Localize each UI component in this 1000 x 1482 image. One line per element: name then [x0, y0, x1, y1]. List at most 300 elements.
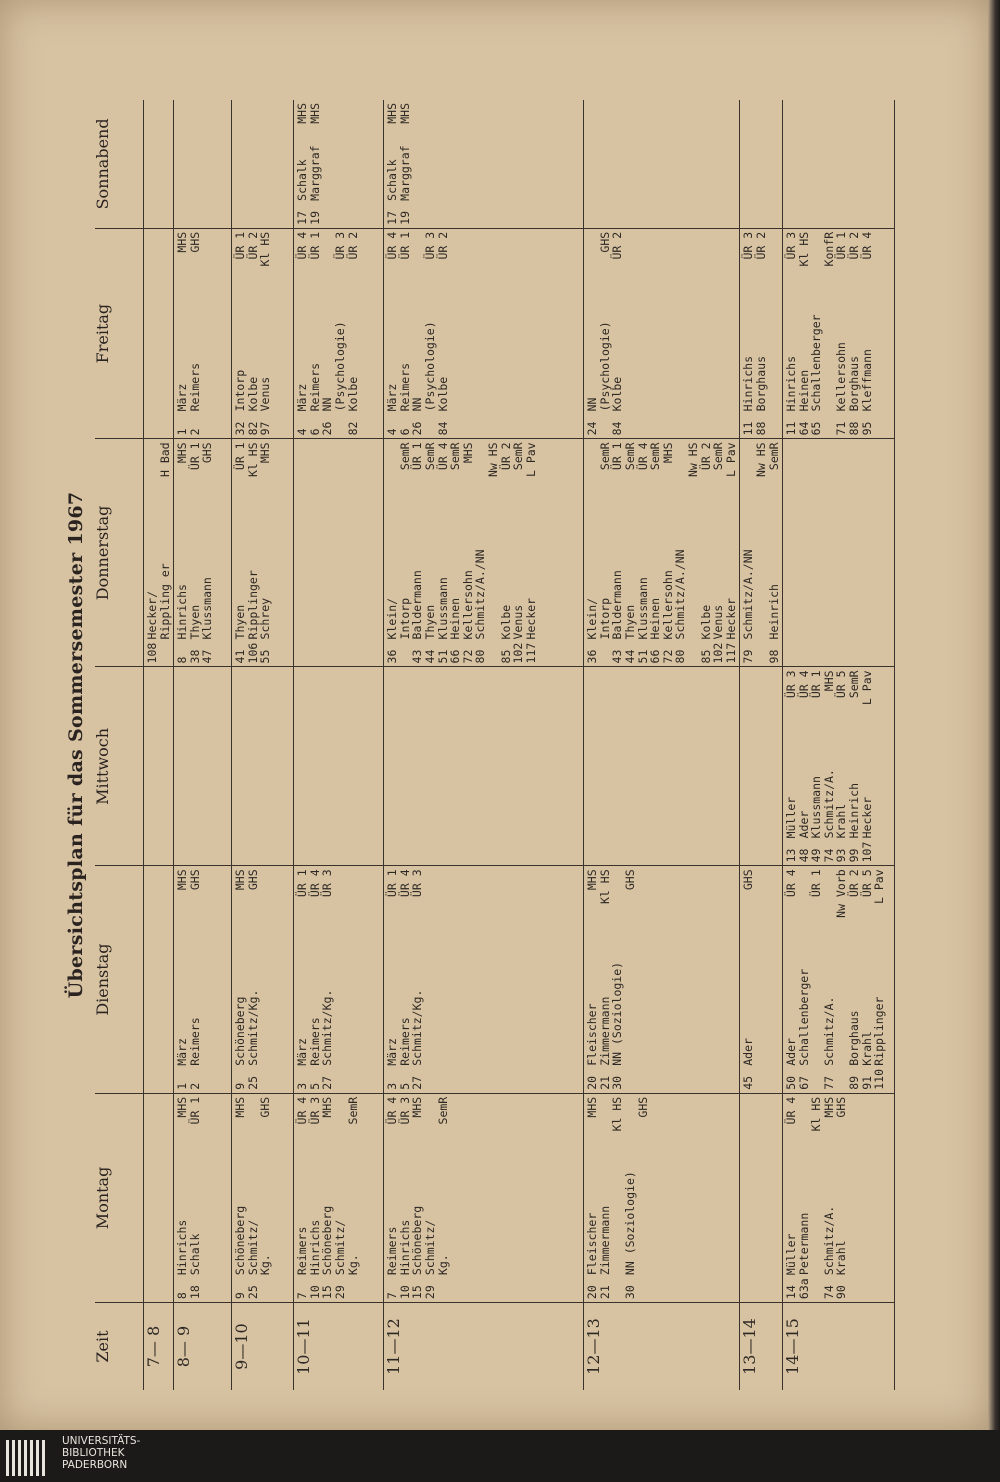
- schedule-cell: [384, 100, 584, 228]
- room-label: Kl HS: [809, 1096, 824, 1132]
- schedule-cell: [783, 667, 895, 866]
- course-number: 6: [307, 428, 322, 436]
- course-number: 98: [766, 649, 781, 664]
- room-label: L Pav: [872, 869, 887, 904]
- course-number: [810, 1275, 823, 1299]
- lecturer-name: März: [385, 1038, 400, 1066]
- course-entry: [176, 1097, 189, 1299]
- course-entry: [386, 232, 399, 436]
- lecturer-name: Schmitz/A./NN: [673, 549, 688, 640]
- course-entry: [785, 1097, 798, 1299]
- course-number: 17: [295, 210, 310, 225]
- schedule-cell: [144, 1093, 174, 1302]
- schedule-cell: [740, 866, 783, 1093]
- lecturer-name: Kg.: [345, 1254, 360, 1276]
- course-entry: [247, 869, 260, 1089]
- course-number: 1: [175, 1082, 190, 1090]
- room-label: Nw HS: [485, 442, 500, 478]
- course-number: 90: [834, 1285, 849, 1300]
- lecturer-name: Schmitz/Kg.: [410, 989, 425, 1066]
- course-number: 89: [847, 1075, 862, 1090]
- room-label: ÜR 1: [233, 442, 248, 471]
- time-row: [783, 100, 895, 1390]
- course-entry: [386, 1097, 399, 1299]
- schedule-cell: [174, 1093, 232, 1302]
- room-label: SemR: [766, 442, 781, 471]
- lecturer-name: Reimers: [397, 1017, 412, 1066]
- lecturer-name: Schmitz/Kg.: [320, 989, 335, 1066]
- schedule-cell: [783, 1093, 895, 1302]
- room-label: ÜR 3: [784, 670, 799, 699]
- course-number: [437, 1275, 450, 1299]
- lecturer-name: Baldermann: [610, 570, 625, 640]
- room-label: MHS: [660, 442, 675, 464]
- lecturer-name: Kolbe: [345, 376, 360, 412]
- lecturer-name: Schmitz/Kg.: [245, 989, 260, 1066]
- column-header: Zeit: [95, 1303, 144, 1390]
- room-label: L Pav: [723, 442, 738, 478]
- lecturer-name: Hinrichs: [397, 1219, 412, 1276]
- room-label: MHS: [175, 1096, 190, 1118]
- lecturer-name: Ripplinger: [245, 570, 260, 640]
- schedule-cell: [740, 667, 783, 866]
- course-number: 41: [233, 649, 248, 664]
- lecturer-name: Hinrichs: [307, 1219, 322, 1276]
- schedule-cell: [144, 866, 174, 1093]
- course-entry: [386, 869, 399, 1089]
- room-label: ÜR 2: [698, 442, 713, 471]
- room-label: ÜR 4: [295, 231, 310, 260]
- course-entry: [586, 442, 599, 663]
- lecturer-name: Schöneberg: [233, 1205, 248, 1276]
- course-number: 7: [385, 1292, 400, 1300]
- course-entry: [424, 442, 437, 663]
- room-label: Kl HS: [245, 442, 260, 478]
- course-number: 45: [741, 1075, 756, 1090]
- room-label: GHS: [622, 869, 637, 891]
- column-header: Dienstag: [95, 866, 144, 1093]
- lecturer-name: Fleischer: [585, 1212, 600, 1276]
- room-label: ÜR 1: [834, 231, 849, 260]
- room-label: ÜR 4: [784, 869, 799, 898]
- lecturer-name: Rippling er: [157, 563, 172, 640]
- lecturer-name: Ader: [741, 1038, 756, 1066]
- course-number: 30: [610, 1075, 625, 1090]
- room-label: ÜR 4: [295, 1096, 310, 1125]
- course-number: 26: [410, 421, 425, 436]
- room-label: ÜR 3: [320, 869, 335, 898]
- lecturer-name: (Psychologie): [332, 321, 347, 412]
- room-label: Kl HS: [258, 231, 273, 267]
- course-entry: [234, 1097, 247, 1299]
- lecturer-name: NN: [410, 397, 425, 412]
- schedule-cell: [144, 100, 174, 228]
- course-number: [624, 1066, 637, 1090]
- course-entry: [234, 232, 247, 436]
- lecturer-name: Hinrichs: [784, 356, 799, 412]
- course-number: 102: [511, 642, 526, 664]
- room-label: SemR: [711, 442, 726, 471]
- lecturer-name: Reimers: [397, 362, 412, 412]
- lecturer-name: (Psychologie): [597, 321, 612, 412]
- course-entry: [810, 232, 823, 436]
- lecturer-name: Kleffmann: [859, 349, 874, 412]
- time-row: [232, 100, 294, 1390]
- course-number: 108: [145, 642, 159, 664]
- lecturer-name: Venus: [258, 376, 273, 412]
- course-number: 84: [435, 421, 450, 436]
- course-number: 67: [796, 1075, 811, 1090]
- page-title: Übersichtsplan für das Sommersemester 1967: [65, 491, 87, 999]
- course-number: 80: [673, 649, 688, 664]
- room-label: GHS: [245, 869, 260, 891]
- lecturer-name: März: [175, 383, 190, 412]
- lecturer-name: Hinrichs: [741, 356, 756, 412]
- course-number: 88: [753, 421, 768, 436]
- lecturer-name: Krahl: [834, 1240, 849, 1276]
- lecturer-name: Reimers: [307, 1017, 322, 1066]
- room-label: ÜR 4: [859, 231, 874, 260]
- course-number: 64: [796, 421, 811, 436]
- schedule-cell: [174, 228, 232, 439]
- course-number: [687, 639, 700, 663]
- lecturer-name: Schöneberg: [410, 1205, 425, 1276]
- course-entry: [586, 232, 599, 436]
- course-number: 10: [397, 1285, 412, 1300]
- room-label: SemR: [511, 442, 526, 471]
- lecturer-name: Kolbe: [435, 376, 450, 412]
- room-label: MHS: [320, 1096, 335, 1118]
- course-number: [637, 1275, 650, 1299]
- course-entry: [437, 1097, 450, 1299]
- course-entry: [296, 869, 309, 1089]
- schedule-cell: [740, 100, 783, 228]
- lecturer-name: Müller: [784, 1233, 799, 1276]
- lecturer-name: Ader: [784, 1038, 799, 1066]
- course-number: 36: [585, 649, 600, 664]
- course-entry: [835, 1097, 848, 1299]
- room-label: ÜR 4: [635, 442, 650, 471]
- lecturer-name: Schmitz/A./NN: [741, 549, 756, 640]
- room-label: Nw Vorb: [834, 869, 849, 918]
- course-number: 117: [523, 642, 538, 664]
- room-label: ÜR 3: [397, 1096, 412, 1125]
- lecturer-name: Kolbe: [698, 604, 713, 640]
- lecturer-name: [637, 1118, 650, 1276]
- course-entry: [586, 1097, 599, 1299]
- course-number: 27: [320, 1075, 335, 1090]
- time-row: [384, 100, 584, 1390]
- lecturer-name: Hecker: [859, 796, 874, 839]
- course-number: 27: [410, 1075, 425, 1090]
- course-number: [347, 1275, 360, 1299]
- room-label: ÜR 2: [245, 231, 260, 260]
- lecturer-name: Intorp: [597, 597, 612, 640]
- lecturer-name: NN (Soziologie): [622, 1171, 637, 1276]
- time-slot: 12—13: [584, 1303, 740, 1390]
- course-number: 4: [385, 428, 400, 436]
- room-label: MHS: [410, 1096, 425, 1118]
- course-entry: [159, 442, 172, 663]
- room-label: Kl HS: [597, 869, 612, 904]
- course-entry: [873, 869, 886, 1089]
- course-number: 9: [233, 1292, 248, 1300]
- course-number: 51: [435, 649, 450, 664]
- room-label: MHS: [233, 869, 248, 891]
- room-label: ÜR 2: [498, 442, 513, 471]
- schedule-cell: [144, 667, 174, 866]
- room-label: ÜR 5: [859, 869, 874, 898]
- course-number: 29: [332, 1285, 347, 1300]
- room-label: L Pav: [859, 670, 874, 706]
- room-label: SemR: [345, 1096, 360, 1125]
- room-label: Nw HS: [753, 442, 768, 478]
- schedule-cell: [174, 100, 232, 228]
- course-entry: [525, 442, 538, 663]
- course-number: 14: [784, 1285, 799, 1300]
- schedule-cell: [783, 100, 895, 228]
- course-number: 77: [821, 1075, 836, 1090]
- room-label: ÜR 4: [796, 670, 811, 699]
- lecturer-name: NN: [320, 397, 335, 412]
- column-header: Sonnabend: [95, 100, 144, 228]
- lecturer-name: Reimers: [187, 1017, 202, 1066]
- lecturer-name: Ripplinger: [872, 996, 887, 1066]
- course-number: 20: [585, 1285, 600, 1300]
- time-row: [584, 100, 740, 1390]
- course-entry: [768, 442, 781, 663]
- lecturer-name: Klein/: [585, 597, 600, 640]
- room-label: SemR: [422, 442, 437, 471]
- room-label: SemR: [397, 442, 412, 471]
- room-label: GHS: [635, 1096, 650, 1118]
- course-number: 50: [784, 1075, 799, 1090]
- course-number: 44: [422, 649, 437, 664]
- schedule-table: [95, 100, 895, 1390]
- room-label: ÜR 4: [397, 869, 412, 898]
- course-number: 82: [345, 421, 360, 436]
- course-entry: [742, 869, 755, 1089]
- course-number: 13: [784, 848, 799, 863]
- time-slot: 10—11: [294, 1303, 384, 1390]
- course-number: 3: [295, 1082, 310, 1090]
- lecturer-name: Borghaus: [847, 356, 862, 412]
- course-number: [487, 639, 500, 663]
- schedule-cell: [294, 866, 384, 1093]
- course-entry: [189, 869, 202, 1089]
- course-number: 1: [175, 428, 190, 436]
- lecturer-name: Reimers: [307, 362, 322, 412]
- course-number: 18: [187, 1285, 202, 1300]
- room-label: ÜR 2: [610, 231, 625, 260]
- schedule-cell: [294, 439, 384, 667]
- schedule-cell: [294, 1093, 384, 1302]
- course-number: 29: [422, 1285, 437, 1300]
- room-label: GHS: [258, 1096, 273, 1118]
- lecturer-name: Müller: [784, 796, 799, 839]
- course-number: 15: [320, 1285, 335, 1300]
- time-slot: 11—12: [384, 1303, 584, 1390]
- course-entry: [848, 869, 861, 1089]
- course-entry: [712, 442, 725, 663]
- room-label: MHS: [460, 442, 475, 464]
- lecturer-name: Schmitz/: [245, 1219, 260, 1276]
- course-number: 85: [498, 649, 513, 664]
- lecturer-name: Fleischer: [585, 1003, 600, 1066]
- time-row: [144, 100, 174, 1390]
- lecturer-name: Ader: [796, 810, 811, 839]
- room-label: ÜR 5: [834, 670, 849, 699]
- course-number: 11: [784, 421, 799, 436]
- room-label: MHS: [175, 231, 190, 253]
- lecturer-name: Marggraf: [307, 145, 322, 201]
- course-number: 26: [320, 421, 335, 436]
- room-label: ÜR 2: [435, 231, 450, 260]
- course-number: 85: [698, 649, 713, 664]
- course-entry: [785, 232, 798, 436]
- time-slot: 13—14: [740, 1303, 783, 1390]
- lecturer-name: Schmitz/A.: [821, 1205, 836, 1276]
- page-edge: [988, 0, 1000, 1430]
- schedule-cell: [384, 228, 584, 439]
- lecturer-name: Klussmann: [435, 577, 450, 640]
- schedule-cell: [384, 439, 584, 667]
- course-entry: [189, 1097, 202, 1299]
- lecturer-name: Schmitz/A.: [821, 996, 836, 1066]
- lecturer-name: Kolbe: [245, 376, 260, 412]
- course-entry: [611, 232, 624, 436]
- lecturer-name: Hecker/: [145, 590, 159, 640]
- room-label: ÜR 3: [784, 231, 799, 260]
- room-label: MHS: [821, 1096, 836, 1118]
- library-logo: [6, 1434, 246, 1478]
- course-number: 74: [821, 848, 836, 863]
- lecturer-name: Schöneberg: [233, 996, 248, 1066]
- room-label: ÜR 3: [422, 231, 437, 260]
- schedule-cell: [740, 439, 783, 667]
- course-entry: [321, 869, 334, 1089]
- column-header: Mittwoch: [95, 667, 144, 866]
- course-number: 32: [233, 421, 248, 436]
- library-logo-icon: [6, 1436, 52, 1476]
- room-label: ÜR 1: [385, 869, 400, 898]
- course-number: 47: [200, 649, 215, 664]
- header-row: [95, 100, 144, 1390]
- course-entry: [234, 869, 247, 1089]
- room-label: GHS: [597, 231, 612, 253]
- room-label: SemR: [597, 442, 612, 471]
- course-number: 25: [245, 1075, 260, 1090]
- room-label: SemR: [648, 442, 663, 471]
- lecturer-name: Heinen: [796, 369, 811, 412]
- room-label: ÜR 1: [809, 670, 824, 699]
- lecturer-name: [810, 1131, 823, 1275]
- course-number: 2: [187, 428, 202, 436]
- course-number: 106: [245, 642, 260, 664]
- course-number: 82: [245, 421, 260, 436]
- course-number: [810, 1066, 823, 1090]
- course-number: 36: [385, 649, 400, 664]
- course-number: 55: [258, 649, 273, 664]
- course-entry: [725, 442, 738, 663]
- course-entry: [347, 232, 360, 436]
- schedule-cell: [174, 667, 232, 866]
- room-label: SemR: [847, 670, 862, 699]
- schedule-cell: [294, 667, 384, 866]
- course-number: 95: [859, 421, 874, 436]
- room-label: ÜR 1: [187, 442, 202, 471]
- lecturer-name: Petermann: [796, 1212, 811, 1276]
- course-entry: [176, 442, 189, 663]
- lecturer-name: Kellersohn: [834, 342, 849, 412]
- time-row: [740, 100, 783, 1390]
- room-label: ÜR 3: [307, 1096, 322, 1125]
- schedule-cell: [294, 228, 384, 439]
- course-number: 5: [397, 1082, 412, 1090]
- lecturer-name: Baldermann: [410, 570, 425, 640]
- course-number: 71: [834, 421, 849, 436]
- room-label: SemR: [622, 442, 637, 471]
- lecturer-name: März: [295, 1038, 310, 1066]
- course-entry: [411, 869, 424, 1089]
- lecturer-name: Reimers: [187, 362, 202, 412]
- room-label: KonfR: [821, 231, 836, 267]
- schedule-cell: [584, 866, 740, 1093]
- lecturer-name: [624, 890, 637, 1066]
- course-number: 5: [307, 1082, 322, 1090]
- lecturer-name: Schrey: [258, 597, 273, 640]
- lecturer-name: Thyen: [233, 604, 248, 640]
- room-label: MHS: [233, 1096, 248, 1118]
- room-label: L Pav: [523, 442, 538, 478]
- course-number: 30: [622, 1285, 637, 1300]
- time-slot: 7— 8: [144, 1303, 174, 1390]
- lecturer-name: Reimers: [295, 1226, 310, 1276]
- course-entry: [296, 103, 309, 225]
- schedule-cell: [232, 100, 294, 228]
- course-number: 38: [187, 649, 202, 664]
- room-label: ÜR 2: [753, 231, 768, 260]
- lecturer-name: Intorp: [233, 369, 248, 412]
- course-entry: [437, 232, 450, 436]
- room-label: ÜR 4: [307, 869, 322, 898]
- schedule-cell: [584, 1093, 740, 1302]
- lecturer-name: Klussmann: [809, 776, 824, 839]
- course-number: 2: [187, 1082, 202, 1090]
- course-entry: [611, 869, 624, 1089]
- lecturer-name: [810, 897, 823, 1066]
- lecturer-name: Heinrich: [766, 584, 781, 640]
- lecturer-name: Kellersohn: [460, 570, 475, 640]
- room-label: MHS: [258, 442, 273, 464]
- lecturer-name: März: [175, 1038, 190, 1066]
- course-number: 74: [821, 1285, 836, 1300]
- course-entry: [649, 442, 662, 663]
- course-number: 11: [741, 421, 756, 436]
- course-number: 99: [847, 848, 862, 863]
- schedule-cell: [384, 667, 584, 866]
- course-number: 21: [597, 1075, 612, 1090]
- lecturer-name: Hinrichs: [175, 584, 190, 640]
- schedule-cell: [584, 439, 740, 667]
- course-entry: [861, 670, 874, 862]
- schedule-cell: [294, 100, 384, 228]
- lecturer-name: Zimmermann: [597, 1205, 612, 1276]
- lecturer-name: Heinrich: [847, 782, 862, 839]
- lecturer-name: Kg.: [258, 1254, 273, 1276]
- lecturer-name: Borghaus: [753, 356, 768, 412]
- room-label: MHS: [175, 869, 190, 891]
